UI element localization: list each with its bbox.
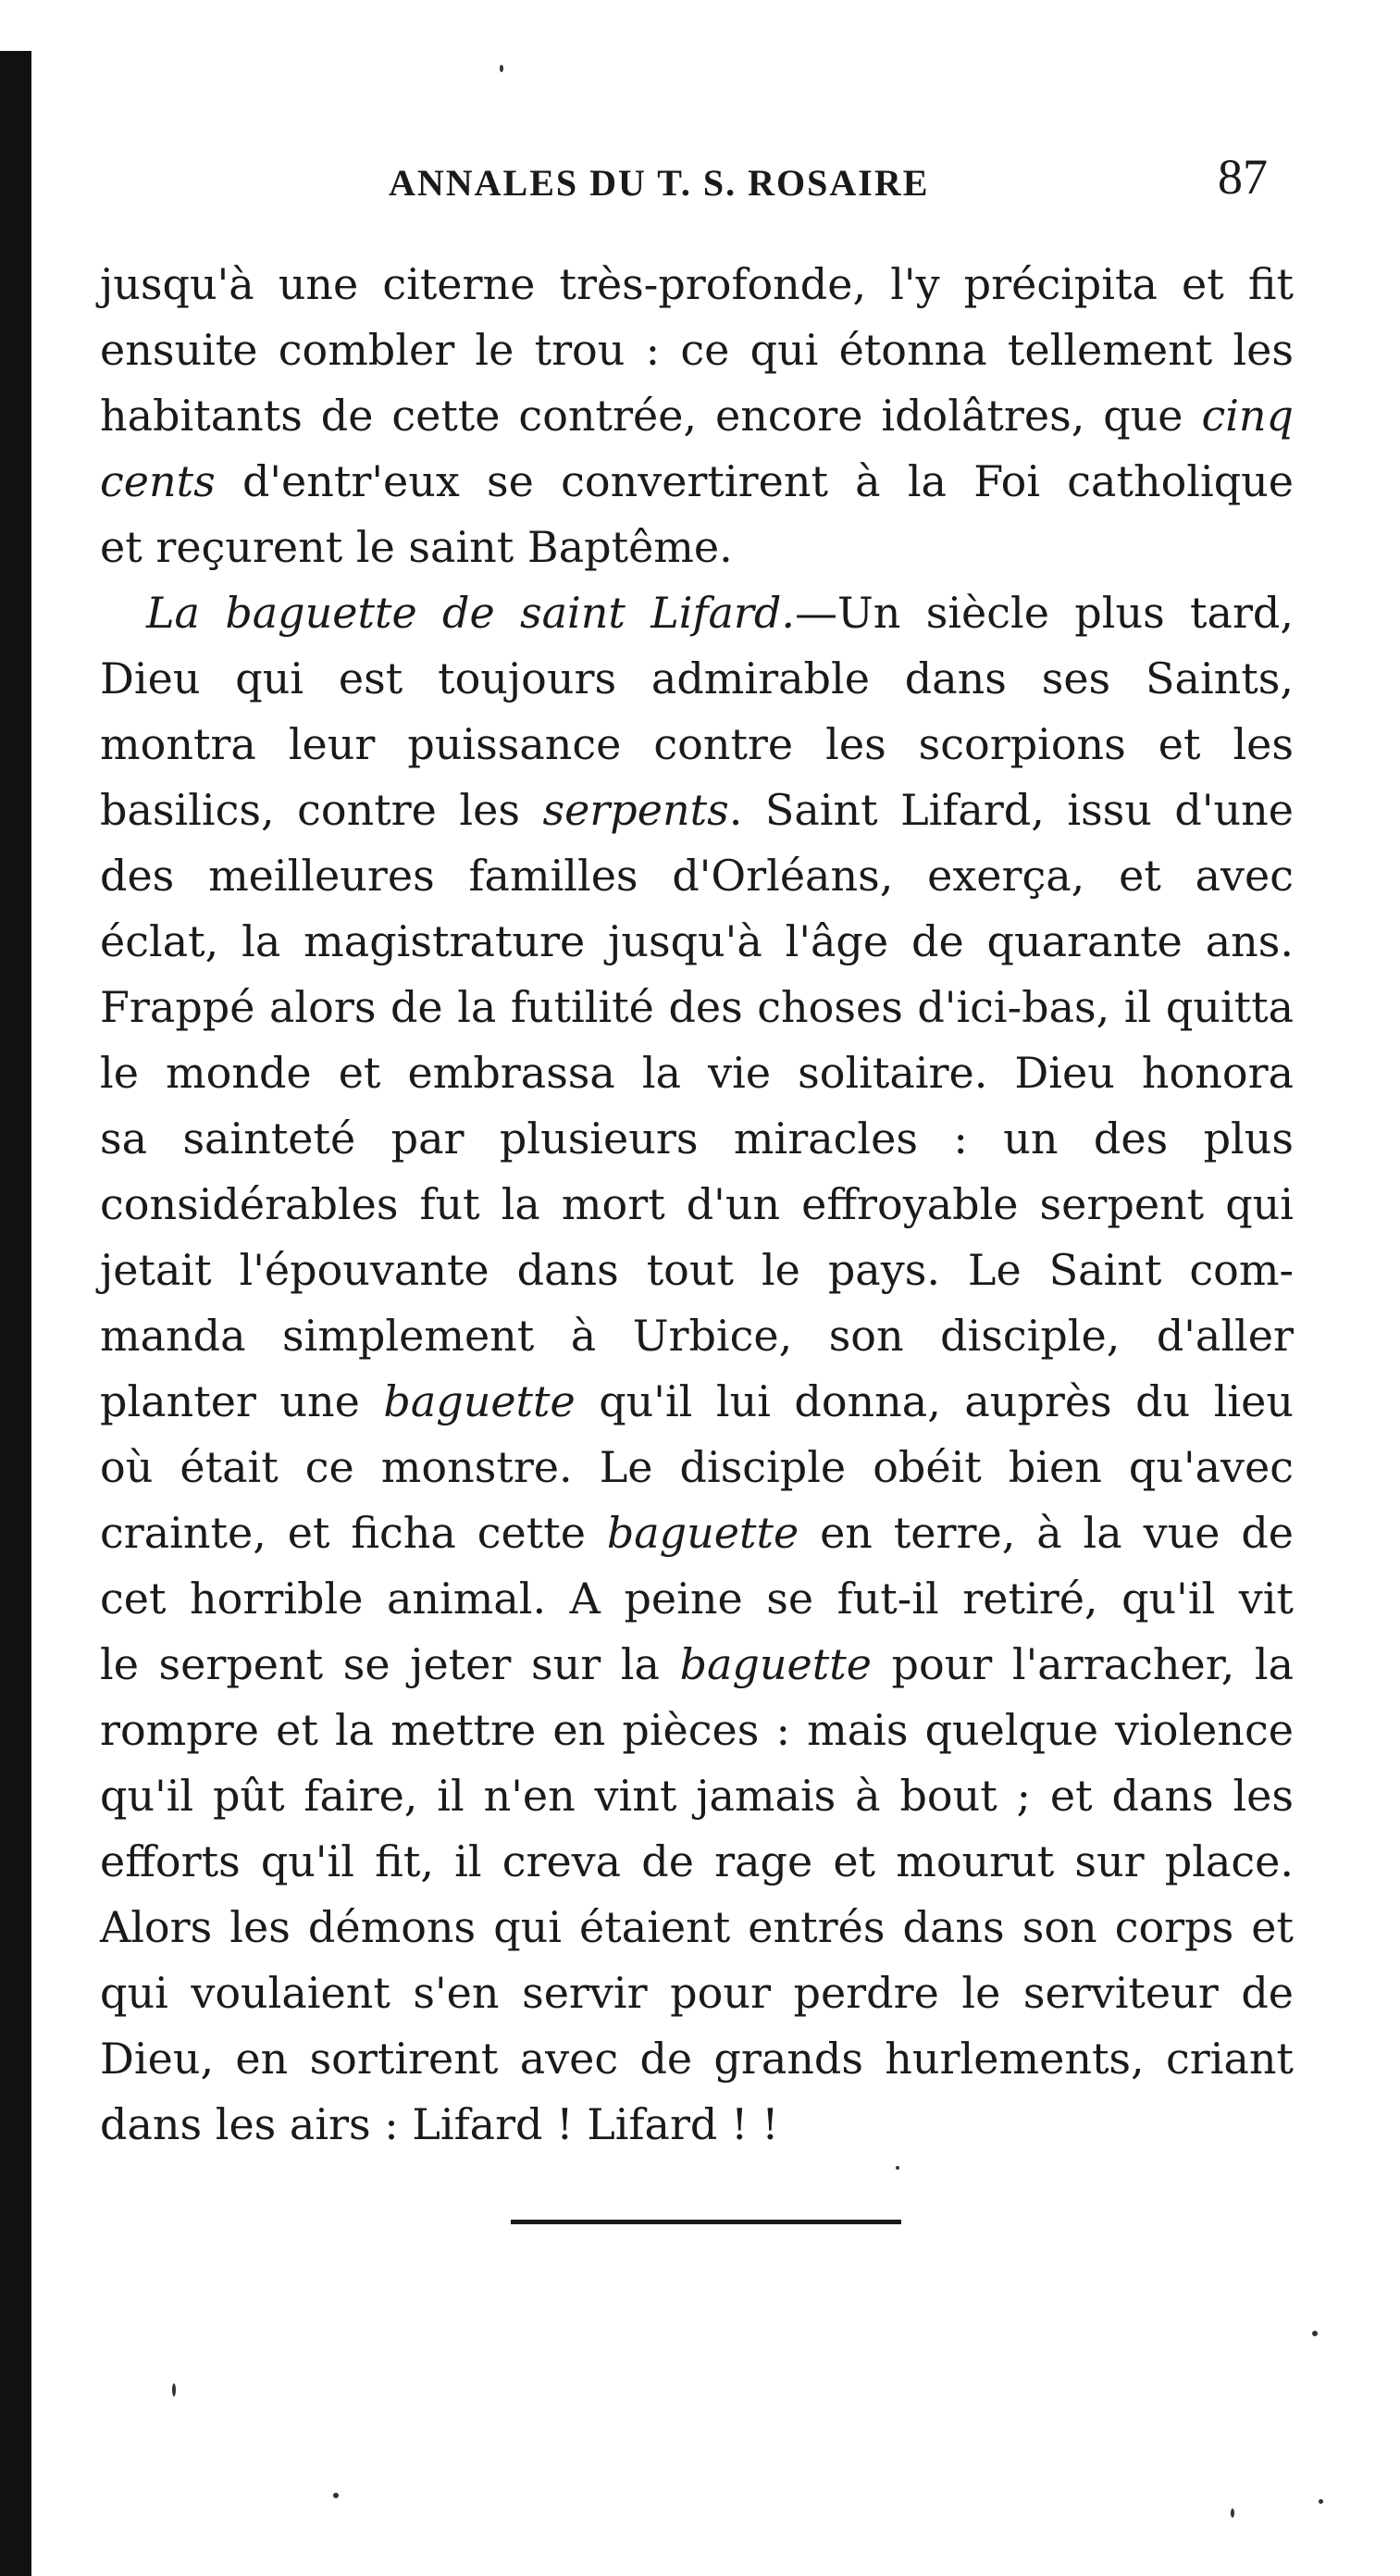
- text-line: montra leur puissance contre les scorpions et les: [100, 719, 1294, 769]
- text-line: le monde et embrassa la vie solitaire. Dieu honora: [100, 1048, 1294, 1098]
- scan-speck: [172, 2383, 176, 2396]
- scan-speck: [1312, 2331, 1318, 2336]
- page-body: [100, 252, 1294, 2158]
- text-line: considérables fut la mort d'un effroyable serpent qui: [100, 1179, 1294, 1229]
- text-line: sa sainteté par plusieurs miracles : un des plus: [100, 1114, 1294, 1164]
- page-header: [93, 148, 1286, 213]
- text-line: le serpent se jeter sur la baguette pour l'arracher, la: [100, 1639, 1294, 1689]
- text-line: jetait l'épouvante dans tout le pays. Le Saint com-: [100, 1245, 1294, 1295]
- page-binding-edge: [0, 51, 31, 2576]
- text-line: et reçurent le saint Baptême.: [100, 522, 733, 572]
- scan-speck: [896, 2166, 899, 2170]
- scan-speck: [500, 65, 503, 72]
- section-end-rule: [511, 2220, 901, 2224]
- text-line: des meilleures familles d'Orléans, exerça, et avec: [100, 851, 1294, 901]
- text-line: Frappé alors de la futilité des choses d'ici-bas, il quitta: [100, 982, 1294, 1032]
- text-line: habitants de cette contrée, encore idolâtres, que cinq: [100, 391, 1294, 441]
- text-line: Alors les démons qui étaient entrés dans son corps et: [100, 1902, 1294, 1952]
- text-line: efforts qu'il fit, il creva de rage et mourut sur place.: [100, 1836, 1294, 1886]
- text-line: basilics, contre les serpents. Saint Lifard, issu d'une: [100, 785, 1294, 835]
- running-head: ANNALES DU T. S. ROSAIRE: [389, 162, 930, 204]
- text-line: qu'il pût faire, il n'en vint jamais à bout ; et dans les: [100, 1771, 1294, 1821]
- text-line: crainte, et ficha cette baguette en terre, à la vue de: [100, 1508, 1294, 1558]
- text-line: Dieu qui est toujours admirable dans ses Saints,: [100, 653, 1294, 703]
- text-line: éclat, la magistrature jusqu'à l'âge de quarante ans.: [100, 916, 1294, 966]
- paragraph-title-line: [100, 580, 1294, 646]
- text-line: manda simplement à Urbice, son disciple, d'aller: [100, 1311, 1294, 1361]
- text-line: cet horrible animal. A peine se fut-il retiré, qu'il vit: [100, 1574, 1294, 1624]
- text-line: où était ce monstre. Le disciple obéit bien qu'avec: [100, 1442, 1294, 1492]
- text-line: rompre et la mettre en pièces : mais quelque violence: [100, 1705, 1294, 1755]
- text-line: jusqu'à une citerne très-profonde, l'y précipita et fit: [100, 259, 1294, 309]
- text-line: cents d'entr'eux se convertirent à la Foi catholique: [100, 456, 1294, 506]
- text-line-rest: —Un siècle plus tard,: [794, 588, 1294, 638]
- scan-speck: [333, 2493, 339, 2498]
- paragraph-title: La baguette de saint Lifard.: [146, 588, 795, 638]
- text-line: Dieu, en sortirent avec de grands hurlements, criant: [100, 2034, 1294, 2084]
- text-line: ensuite combler le trou : ce qui étonna tellement les: [100, 325, 1294, 375]
- text-line: qui voulaient s'en servir pour perdre le serviteur de: [100, 1968, 1294, 2018]
- text-line: planter une baguette qu'il lui donna, auprès du lieu: [100, 1376, 1294, 1426]
- page-number: 87: [1218, 149, 1268, 205]
- scan-speck: [1319, 2499, 1323, 2504]
- text-line: dans les airs : Lifard ! Lifard ! !: [100, 2099, 779, 2149]
- scan-speck: [1231, 2508, 1234, 2518]
